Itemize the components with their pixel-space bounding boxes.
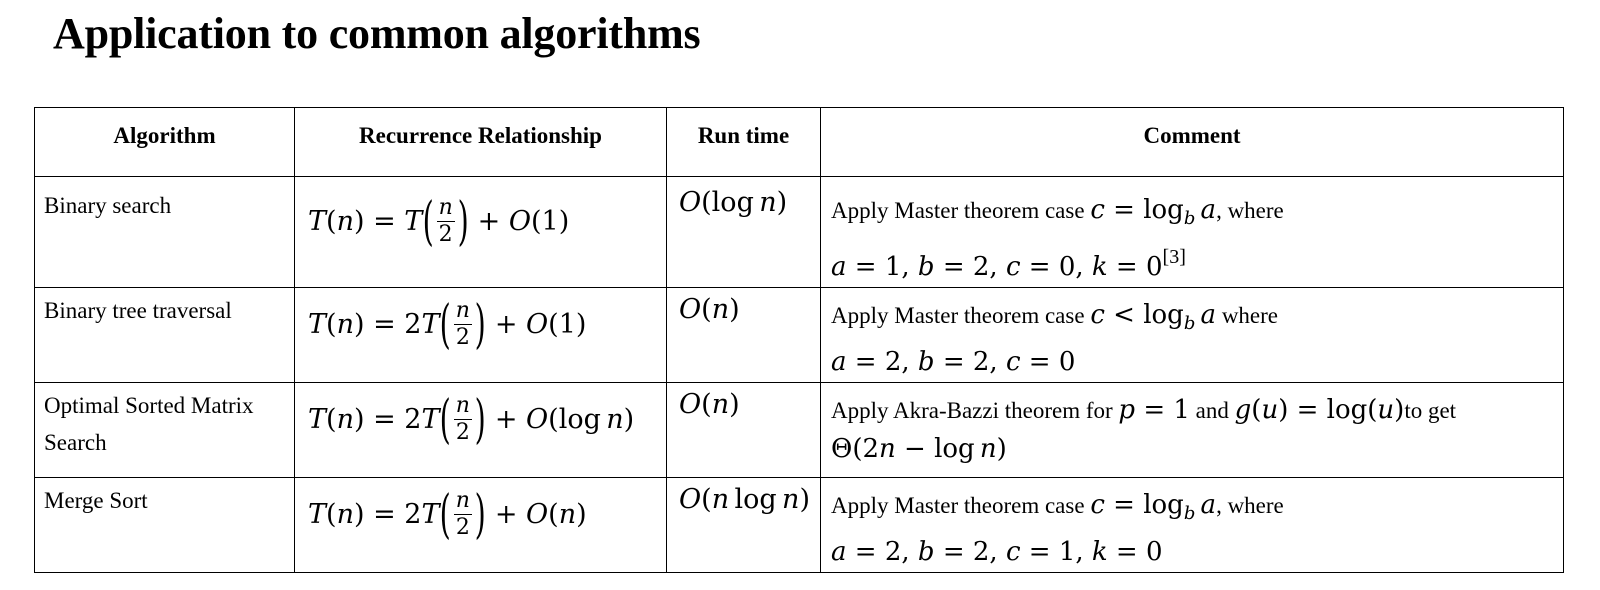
- p-formula: p = 1: [1118, 395, 1190, 425]
- recurrence-formula: T ( n ) = 2 T ( $\frac{n}{2}$ ) + O (1): [308, 294, 587, 355]
- table-row: [35, 177, 1564, 288]
- algorithms-table: [34, 107, 1564, 573]
- recurrence-formula: T ( n ) = 2 T ( $\frac{n}{2}$ ) + O (log n ): [308, 389, 635, 450]
- table-row: [35, 288, 1564, 383]
- recurrence-cell: [295, 288, 667, 383]
- algorithm-cell: [35, 478, 295, 573]
- recurrence-cell: [295, 383, 667, 478]
- recurrence-cell: [295, 177, 667, 288]
- table-row: [35, 478, 1564, 573]
- algorithm-name: Merge Sort: [44, 488, 148, 513]
- page-title: Application to common algorithms: [53, 9, 701, 58]
- algorithm-cell: [35, 288, 295, 383]
- parameter-values: a = 2, b = 2, c = 0: [831, 347, 1076, 377]
- algorithm-name: Binary search: [44, 193, 172, 218]
- run-time-cell: [667, 288, 821, 383]
- run-time-cell: [667, 478, 821, 573]
- run-time-cell: [667, 383, 821, 478]
- comment-text: Apply Master theorem case $c = \log_b a$, where a = 2, b = 2, c = 1, k = 0: [831, 490, 1284, 567]
- g-formula: g(u) = log(u): [1234, 395, 1405, 425]
- algorithm-cell: [35, 177, 295, 288]
- algorithm-cell: [35, 383, 295, 478]
- run-time-value: O(log n): [679, 187, 788, 218]
- condition-formula: $c = \log_b a$: [1090, 490, 1217, 524]
- result-formula: Θ(2n − log n): [831, 434, 1007, 464]
- recurrence-formula: T ( n ) = T ( $\frac{n}{2}$ ) + O (1): [308, 191, 570, 252]
- algorithm-name: Binary tree traversal: [44, 298, 232, 323]
- parameter-values: a = 1, b = 2, c = 0, k = 0: [831, 252, 1163, 282]
- header-recurrence: Recurrence Relationship: [295, 108, 667, 177]
- comment-text: Apply Akra-Bazzi theorem for p = 1 and g(u) = log(u)to get Θ(2n − log n): [831, 395, 1457, 464]
- run-time-value: O(n): [679, 389, 740, 420]
- run-time-value: O(n): [679, 294, 740, 325]
- recurrence-cell: [295, 478, 667, 573]
- comment-text: Apply Master theorem case $c < \log_b a$ where a = 2, b = 2, c = 0: [831, 300, 1278, 377]
- algorithm-name: Optimal Sorted Matrix Search: [44, 393, 254, 455]
- condition-formula: $c < \log_b a$: [1090, 300, 1217, 334]
- citation-link[interactable]: [3]: [1162, 246, 1186, 268]
- comment-text: Apply Master theorem case $c = \log_b a$, where a = 1, b = 2, c = 0, k = 0[3]: [831, 195, 1284, 282]
- header-run-time: Run time: [667, 108, 821, 177]
- run-time-value: O(n log n): [679, 484, 810, 515]
- header-comment: Comment: [821, 108, 1564, 177]
- recurrence-formula: T ( n ) = 2 T ( $\frac{n}{2}$ ) + O ( n ): [308, 484, 587, 545]
- table-row: [35, 383, 1564, 478]
- condition-formula: $c = \log_b a$: [1090, 195, 1217, 229]
- header-algorithm: Algorithm: [35, 108, 295, 177]
- run-time-cell: [667, 177, 821, 288]
- comment-cell: [821, 177, 1564, 288]
- table-header-row: [35, 108, 1564, 177]
- comment-cell: [821, 478, 1564, 573]
- parameter-values: a = 2, b = 2, c = 1, k = 0: [831, 537, 1163, 567]
- comment-cell: [821, 383, 1564, 478]
- comment-cell: [821, 288, 1564, 383]
